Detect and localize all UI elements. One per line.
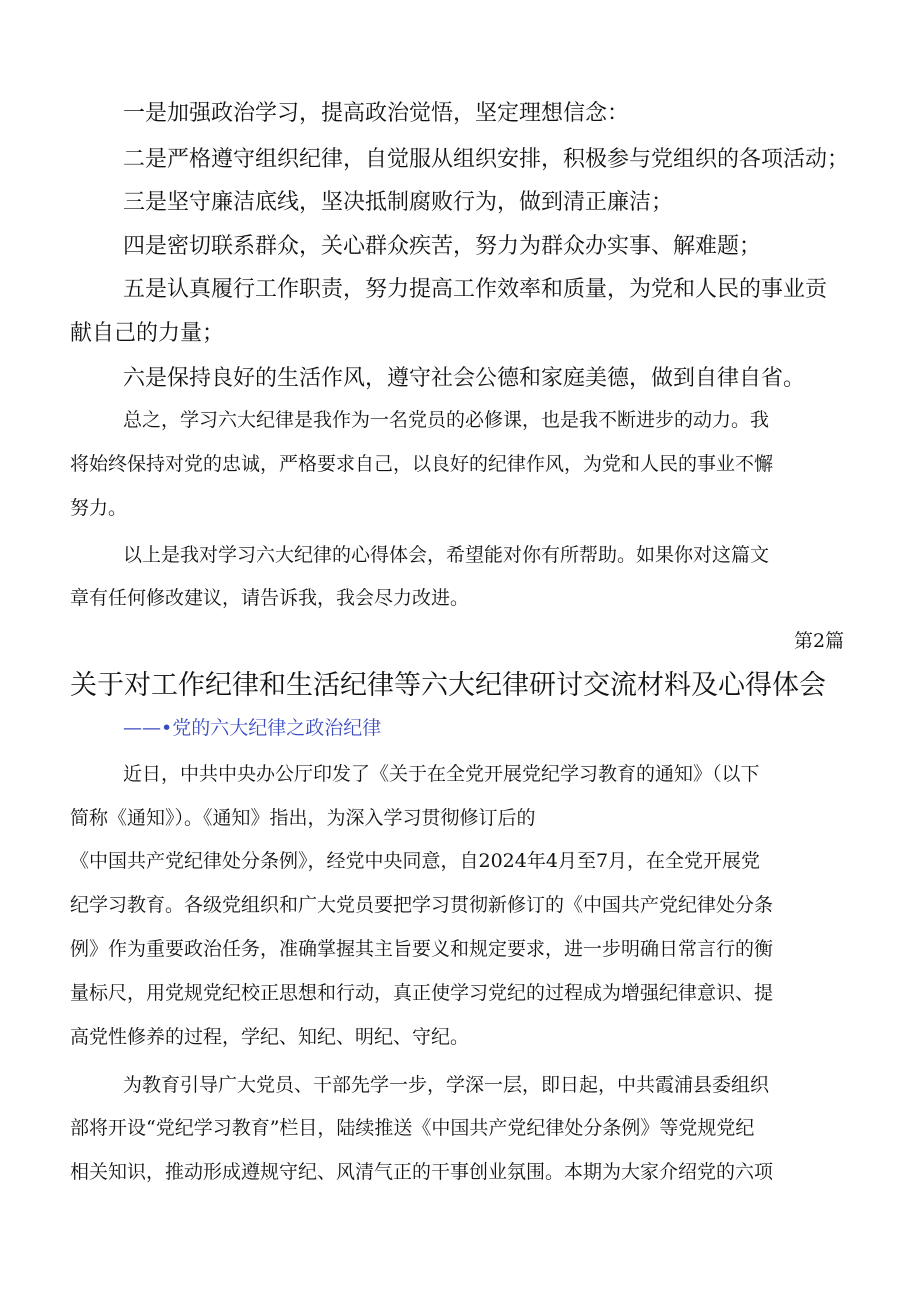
body-line: 为教育引导广大党员、干部先学一步，学深一层，即日起，中共霞浦县委组织	[123, 1074, 770, 1096]
list-item: 五是认真履行工作职责，努力提高工作效率和质量，为党和人民的事业贡	[123, 277, 828, 302]
body-line: 简称《通知》）。《通知》指出，为深入学习贯彻修订后的	[70, 807, 536, 829]
summary-line: 将始终保持对党的忠诚，严格要求自己，以良好的纪律作风，为党和人民的事业不懈	[70, 453, 774, 475]
body-line: 纪学习教育。各级党组织和广大党员要把学习贯彻新修订的《中国共产党纪律处分条	[70, 894, 774, 916]
summary-line: 总之，学习六大纪律是我作为一名党员的必修课，也是我不断进步的动力。我	[123, 409, 770, 431]
body-line: 《中国共产党纪律处分条例》，经党中央同意，自2024年4月至7月，在全党开展党	[70, 850, 761, 872]
closing-line: 章有任何修改建议，请告诉我，我会尽力改进。	[70, 587, 470, 609]
body-line: 部将开设“党纪学习教育”栏目，陆续推送《中国共产党纪律处分条例》等党规党纪	[70, 1117, 755, 1139]
summary-line: 努力。	[70, 497, 128, 519]
section-label: 第2篇	[794, 630, 845, 652]
body-line: 量标尺，用党规党纪校正思想和行动，真正使学习党纪的过程成为增强纪律意识、提	[70, 982, 774, 1004]
subtitle: ——•党的六大纪律之政治纪律	[123, 717, 382, 739]
body-line: 例》作为重要政治任务，准确掌握其主旨要义和规定要求，进一步明确日常言行的衡	[70, 938, 774, 960]
closing-line: 以上是我对学习六大纪律的心得体会，希望能对你有所帮助。如果你对这篇文	[123, 544, 770, 566]
list-item: 献自己的力量；	[70, 321, 225, 346]
list-item: 三是坚守廉洁底线，坚决抵制腐败行为，做到清正廉洁；	[123, 190, 674, 215]
list-item: 一是加强政治学习，提高政治觉悟，坚定理想信念：	[123, 101, 630, 126]
body-line: 相关知识，推动形成遵规守纪、风清气正的干事创业氛围。本期为大家介绍党的六项	[70, 1161, 774, 1183]
body-line: 高党性修养的过程，学纪、知纪、明纪、守纪。	[70, 1026, 470, 1048]
list-item: 四是密切联系群众，关心群众疾苦，努力为群众办实事、解难题；	[123, 234, 762, 259]
body-line: 近日，中共中央办公厅印发了《关于在全党开展党纪学习教育的通知》（以下	[123, 763, 760, 785]
list-item: 二是严格遵守组织纪律，自觉服从组织安排，积极参与党组织的各项活动；	[123, 147, 850, 172]
list-item: 六是保持良好的生活作风，遵守社会公德和家庭美德，做到自律自省。	[123, 366, 806, 391]
page-title: 关于对工作纪律和生活纪律等六大纪律研讨交流材料及心得体会	[70, 670, 826, 701]
